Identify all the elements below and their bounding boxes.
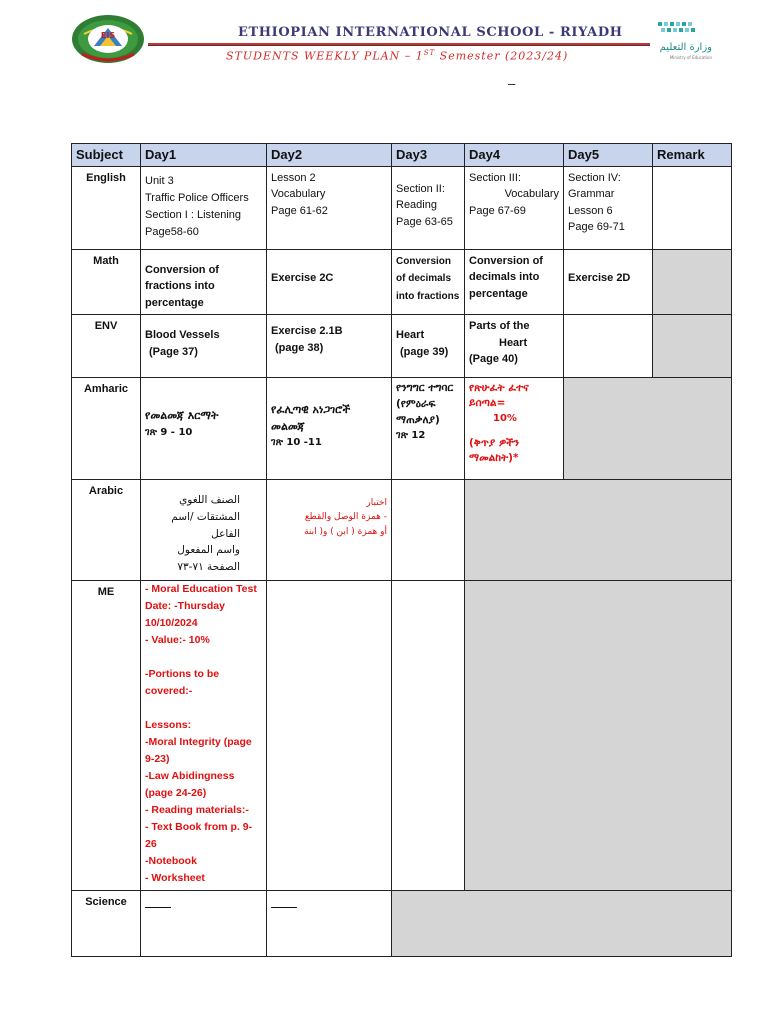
science-day1-cell — [141, 891, 267, 957]
math-day2-cell: Exercise 2C — [267, 249, 392, 315]
subject-cell-amharic: Amharic — [72, 378, 141, 480]
spacer — [469, 426, 559, 436]
title-rule — [148, 43, 650, 46]
env-day3-line: (page 39) — [400, 345, 449, 358]
table-row-arabic — [72, 480, 732, 581]
me-day2-cell — [267, 581, 392, 891]
me-day1-line: -Law Abidingness (page 24-26) — [145, 770, 235, 800]
english-day4-line: Section III: — [469, 171, 521, 184]
col-header-day1: Day1 — [141, 144, 267, 167]
me-day1-line: - Reading materials:- — [145, 804, 249, 817]
env-day2-cell — [267, 315, 392, 378]
arabic-day1-line: الصنف اللغوي — [179, 494, 240, 507]
english-day3-line: Section II: — [396, 182, 445, 195]
plan-subtitle: STUDENTS WEEKLY PLAN – 1ST Semester (2023/24) — [226, 49, 569, 63]
me-day1-line: - Worksheet — [145, 872, 205, 885]
school-name: ETHIOPIAN INTERNATIONAL SCHOOL - RIYADH — [238, 25, 623, 40]
english-day2-cell — [267, 166, 392, 249]
col-header-subject: Subject — [72, 144, 141, 167]
arabic-day1-cell — [141, 480, 267, 581]
env-day3-line: Heart — [396, 329, 425, 342]
english-day2-line: Vocabulary — [271, 188, 326, 201]
col-header-day4: Day4 — [465, 144, 564, 167]
english-day1-line: Page58-60 — [145, 225, 199, 238]
me-day1-line: 10/10/2024 — [145, 617, 198, 630]
blank-line — [145, 907, 171, 908]
env-day1-cell — [141, 315, 267, 378]
me-day1-line: - Value:- 10% — [145, 634, 210, 647]
svg-text:Ministry of Education: Ministry of Education — [669, 55, 712, 60]
subject-cell-english: English — [72, 166, 141, 249]
arabic-day4-remark-cell — [465, 480, 732, 581]
english-day1-cell — [141, 166, 267, 249]
amharic-day4-cell — [465, 378, 564, 480]
me-day1-line: Lessons: — [145, 719, 192, 732]
env-day4-cell — [465, 315, 564, 378]
me-day1-line: -Moral Integrity (page 9-23) — [145, 736, 252, 766]
me-day1-line: - Moral Education Test — [145, 583, 257, 596]
amharic-day2-cell — [267, 378, 392, 480]
english-day3-line: Page 63-65 — [396, 215, 453, 228]
english-day5-line: Page 69-71 — [568, 221, 625, 234]
env-day2-line: (page 38) — [275, 341, 324, 354]
english-day3-cell — [392, 166, 465, 249]
english-day3-line: Reading — [396, 199, 437, 212]
english-day5-line: Grammar — [568, 188, 615, 201]
subject-cell-science: Science — [72, 891, 141, 957]
subject-cell-arabic: Arabic — [72, 480, 141, 581]
subject-cell-env: ENV — [72, 315, 141, 378]
subject-cell-math: Math — [72, 249, 141, 315]
math-day1-cell: Conversion of fractions into percentage — [141, 249, 267, 315]
school-logo — [70, 14, 146, 64]
col-header-day2: Day2 — [267, 144, 392, 167]
science-day3-remark-cell — [392, 891, 732, 957]
amharic-day2-line: የፈሊጣዊ አነጋገሮች መልመጃ — [271, 403, 351, 433]
math-day5-cell: Exercise 2D — [564, 249, 653, 315]
me-day3-cell — [392, 581, 465, 891]
english-remark-cell — [653, 166, 732, 249]
col-header-day3: Day3 — [392, 144, 465, 167]
table-header-row — [72, 144, 732, 167]
english-day1-line: Unit 3 — [145, 174, 174, 187]
arabic-day1-line: الصفحة ٧١-٧٣ — [177, 561, 240, 574]
arabic-day2-cell — [267, 480, 392, 581]
svg-text:وزارة التعليم: وزارة التعليم — [659, 42, 712, 53]
math-remark-cell — [653, 249, 732, 315]
table-row-math — [72, 249, 732, 315]
table-row-english — [72, 166, 732, 249]
env-day1-line: (Page 37) — [149, 345, 198, 358]
english-day5-line: Lesson 6 — [568, 204, 613, 217]
amharic-day4-line: 10% — [493, 412, 517, 424]
table-row-me — [72, 581, 732, 891]
subject-cell-me: ME — [72, 581, 141, 891]
arabic-day2-line: اختبار — [366, 498, 387, 509]
english-day1-line: Section I : Listening — [145, 208, 242, 221]
col-header-remark: Remark — [653, 144, 732, 167]
amharic-day1-cell — [141, 378, 267, 480]
me-day1-cell — [141, 581, 267, 891]
env-day4-line: (Page 40) — [469, 353, 518, 366]
env-day2-line: Exercise 2.1B — [271, 325, 343, 338]
amharic-day1-line: የመልመጃ እርማት — [145, 409, 219, 423]
amharic-day2-line: ገጽ 10 -11 — [271, 437, 322, 449]
english-day4-line: Page 67-69 — [469, 204, 526, 217]
table-row-science — [72, 891, 732, 957]
table-row-env — [72, 315, 732, 378]
amharic-day3-cell — [392, 378, 465, 480]
ministry-logo — [652, 20, 714, 62]
english-day5-cell — [564, 166, 653, 249]
english-day5-line: Section IV: — [568, 171, 621, 184]
spacer — [145, 649, 262, 666]
env-day1-line: Blood Vessels — [145, 329, 220, 342]
me-day4-remark-cell — [465, 581, 732, 891]
svg-text:EIS: EIS — [100, 31, 116, 40]
amharic-day5-remark-cell — [564, 378, 732, 480]
env-day3-cell — [392, 315, 465, 378]
amharic-day4-line: የጽሁፈት ፈተና ይሰጣል= — [469, 382, 529, 410]
math-day4-cell: Conversion of decimals into percentage — [465, 249, 564, 315]
amharic-day3-line: ገጽ 12 — [396, 430, 426, 442]
arabic-day2-line: - همزة الوصل والقطع — [304, 512, 387, 523]
weekly-plan-table — [71, 143, 732, 957]
english-day4-cell — [465, 166, 564, 249]
english-day2-line: Lesson 2 — [271, 171, 316, 184]
arabic-day3-cell — [392, 480, 465, 581]
amharic-day3-line: የንግግር ተግባር (የምዕራፍ ማጠቃለያ) — [396, 382, 454, 426]
math-day3-cell: Conversion of decimals into fractions — [392, 249, 465, 315]
spacer — [145, 700, 262, 717]
me-day1-line: -Notebook — [145, 855, 197, 868]
me-day1-line: - Text Book from p. 9-26 — [145, 821, 253, 851]
english-day1-line: Traffic Police Officers — [145, 191, 249, 204]
env-day5-cell — [564, 315, 653, 378]
env-remark-cell — [653, 315, 732, 378]
english-day4-line: Vocabulary — [504, 188, 559, 201]
me-day1-line: -Portions to be covered:- — [145, 668, 220, 698]
col-header-day5: Day5 — [564, 144, 653, 167]
env-day4-line: Parts of the — [469, 320, 530, 333]
arabic-day1-line: المشتقات /اسم الفاعل — [171, 510, 240, 540]
amharic-day4-line: (ቅጥያ ዎችን ማመልከት)* — [469, 437, 520, 465]
english-day2-line: Page 61-62 — [271, 204, 328, 217]
table-row-amharic — [72, 378, 732, 480]
arabic-day1-line: واسم المفعول — [177, 544, 240, 557]
science-day2-cell — [267, 891, 392, 957]
amharic-day1-line: ገጽ 9 - 10 — [145, 426, 193, 438]
env-day4-line: Heart — [499, 336, 528, 349]
dash-mark: – — [508, 76, 516, 91]
me-day1-line: Date: -Thursday — [145, 600, 225, 613]
arabic-day2-line: أو همزة ( ابن ) و( ابنة — [304, 526, 387, 537]
blank-line — [271, 907, 297, 908]
